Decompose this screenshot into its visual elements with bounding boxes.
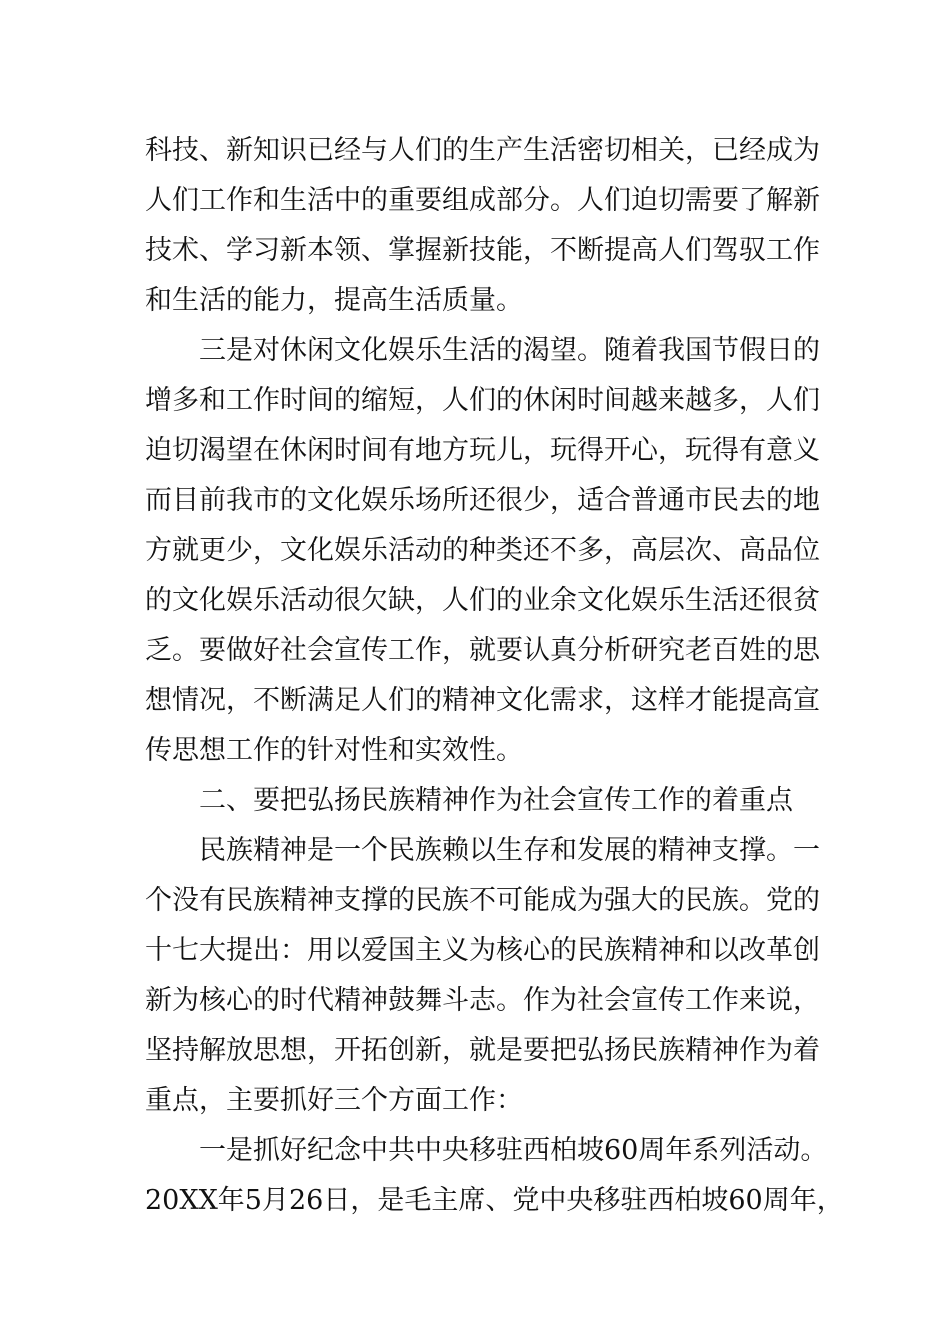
text-line: 科技、新知识已经与人们的生产生活密切相关，已经成为 xyxy=(145,135,820,166)
text-line: 重点，主要抓好三个方面工作： xyxy=(145,1085,523,1116)
text-line: 增多和工作时间的缩短，人们的休闲时间越来越多，人们 xyxy=(145,385,820,416)
text-line: 新为核心的时代精神鼓舞斗志。作为社会宣传工作来说， xyxy=(145,985,820,1016)
text-line: 迫切渴望在休闲时间有地方玩儿，玩得开心，玩得有意义 xyxy=(145,435,820,466)
text-line: 而目前我市的文化娱乐场所还很少，适合普通市民去的地 xyxy=(145,485,820,516)
text-line: 方就更少，文化娱乐活动的种类还不多，高层次、高品位 xyxy=(145,535,820,566)
paragraph-first-line: 三是对休闲文化娱乐生活的渴望。随着我国节假日的 xyxy=(199,335,820,366)
text-line: 坚持解放思想，开拓创新，就是要把弘扬民族精神作为着 xyxy=(145,1035,820,1066)
text-line: 的文化娱乐活动很欠缺，人们的业余文化娱乐生活还很贫 xyxy=(145,585,820,616)
section-heading: 二、要把弘扬民族精神作为社会宣传工作的着重点 xyxy=(199,785,793,816)
text-line: 想情况，不断满足人们的精神文化需求，这样才能提高宣 xyxy=(145,685,820,716)
text-line: 人们工作和生活中的重要组成部分。人们迫切需要了解新 xyxy=(145,185,820,216)
text-line: 个没有民族精神支撑的民族不可能成为强大的民族。党的 xyxy=(145,885,820,916)
text-line: 和生活的能力，提高生活质量。 xyxy=(145,285,523,316)
paragraph-first-line: 民族精神是一个民族赖以生存和发展的精神支撑。一 xyxy=(199,835,820,866)
text-line: 传思想工作的针对性和实效性。 xyxy=(145,735,523,766)
text-line: 技术、学习新本领、掌握新技能，不断提高人们驾驭工作 xyxy=(145,235,820,266)
text-line: 20XX年5月26日，是毛主席、党中央移驻西柏坡60周年， xyxy=(145,1185,844,1216)
paragraph-first-line: 一是抓好纪念中共中央移驻西柏坡60周年系列活动。 xyxy=(199,1135,828,1166)
text-line: 十七大提出：用以爱国主义为核心的民族精神和以改革创 xyxy=(145,935,820,966)
text-line: 乏。要做好社会宣传工作，就要认真分析研究老百姓的思 xyxy=(145,635,820,666)
